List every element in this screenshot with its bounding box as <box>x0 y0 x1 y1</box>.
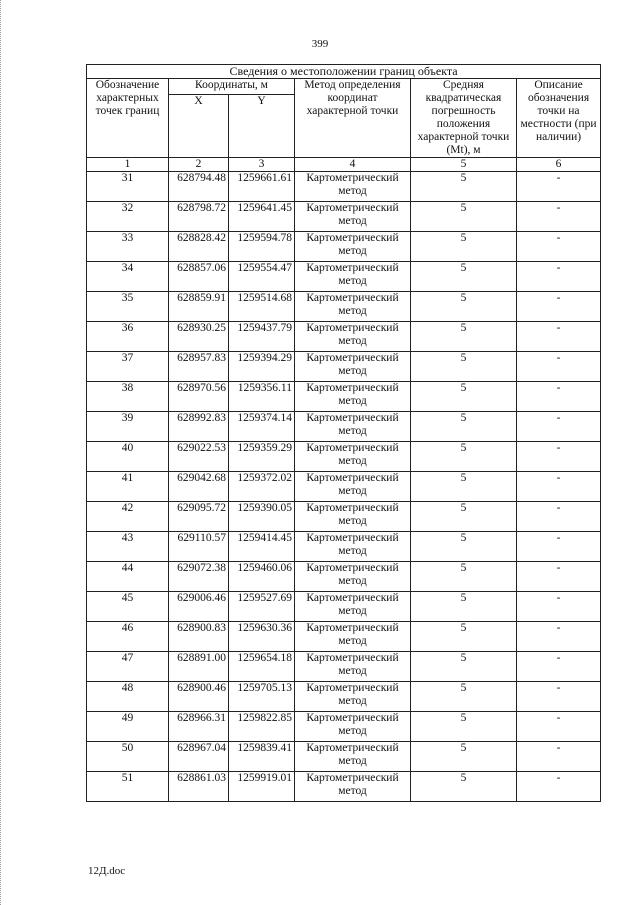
coord-x-cell: 628970.56 <box>169 382 229 412</box>
method-cell: Картометрический метод <box>295 262 411 292</box>
table-row <box>87 562 601 592</box>
method-cell: Картометрический метод <box>295 412 411 442</box>
method-cell: Картометрический метод <box>295 592 411 622</box>
accuracy-cell: 5 <box>411 592 517 622</box>
coord-y-cell: 1259437.79 <box>229 322 295 352</box>
accuracy-cell: 5 <box>411 352 517 382</box>
description-cell: - <box>517 742 601 772</box>
column-index-row <box>87 158 601 172</box>
accuracy-cell: 5 <box>411 622 517 652</box>
coord-x-cell: 628794.48 <box>169 172 229 202</box>
coord-x-cell: 628900.83 <box>169 622 229 652</box>
table-body <box>87 172 601 802</box>
coord-x-cell: 628891.00 <box>169 652 229 682</box>
column-index-cell: 4 <box>295 158 411 172</box>
footer-filename: 12Д.doc <box>88 865 126 877</box>
accuracy-cell: 5 <box>411 742 517 772</box>
description-cell: - <box>517 292 601 322</box>
point-number-cell: 41 <box>87 472 169 502</box>
table-row <box>87 742 601 772</box>
coord-x-cell: 628828.42 <box>169 232 229 262</box>
coord-x-cell: 628861.03 <box>169 772 229 802</box>
coord-x-cell: 628930.25 <box>169 322 229 352</box>
table-row <box>87 622 601 652</box>
point-number-cell: 44 <box>87 562 169 592</box>
coord-x-cell: 629042.68 <box>169 472 229 502</box>
column-index-cell: 6 <box>517 158 601 172</box>
table-row <box>87 352 601 382</box>
coord-y-cell: 1259594.78 <box>229 232 295 262</box>
table-row <box>87 292 601 322</box>
header-y: Y <box>229 94 295 157</box>
point-number-cell: 43 <box>87 532 169 562</box>
accuracy-cell: 5 <box>411 682 517 712</box>
table-row <box>87 322 601 352</box>
coord-y-cell: 1259641.45 <box>229 202 295 232</box>
coord-x-cell: 628857.06 <box>169 262 229 292</box>
description-cell: - <box>517 502 601 532</box>
method-cell: Картометрический метод <box>295 382 411 412</box>
header-coordinates: Координаты, м <box>169 79 295 95</box>
coord-y-cell: 1259527.69 <box>229 592 295 622</box>
coord-x-cell: 629110.57 <box>169 532 229 562</box>
coord-y-cell: 1259919.01 <box>229 772 295 802</box>
description-cell: - <box>517 472 601 502</box>
table-row <box>87 712 601 742</box>
coord-y-cell: 1259554.47 <box>229 262 295 292</box>
coord-y-cell: 1259372.02 <box>229 472 295 502</box>
method-cell: Картометрический метод <box>295 532 411 562</box>
description-cell: - <box>517 412 601 442</box>
description-cell: - <box>517 622 601 652</box>
coord-x-cell: 629022.53 <box>169 442 229 472</box>
table-row <box>87 652 601 682</box>
table-row <box>87 262 601 292</box>
table-row <box>87 202 601 232</box>
coord-x-cell: 629072.38 <box>169 562 229 592</box>
coord-y-cell: 1259460.06 <box>229 562 295 592</box>
accuracy-cell: 5 <box>411 652 517 682</box>
accuracy-cell: 5 <box>411 562 517 592</box>
method-cell: Картометрический метод <box>295 562 411 592</box>
coord-y-cell: 1259359.29 <box>229 442 295 472</box>
method-cell: Картометрический метод <box>295 202 411 232</box>
accuracy-cell: 5 <box>411 442 517 472</box>
header-point-designation: Обозначение характерных точек границ <box>87 79 169 158</box>
method-cell: Картометрический метод <box>295 682 411 712</box>
point-number-cell: 32 <box>87 202 169 232</box>
point-number-cell: 36 <box>87 322 169 352</box>
coord-y-cell: 1259839.41 <box>229 742 295 772</box>
coord-y-cell: 1259390.05 <box>229 502 295 532</box>
accuracy-cell: 5 <box>411 322 517 352</box>
boundary-coordinates-table <box>86 64 601 802</box>
point-number-cell: 51 <box>87 772 169 802</box>
description-cell: - <box>517 322 601 352</box>
point-number-cell: 49 <box>87 712 169 742</box>
table-row <box>87 772 601 802</box>
coord-y-cell: 1259705.13 <box>229 682 295 712</box>
header-x: X <box>169 94 229 157</box>
description-cell: - <box>517 262 601 292</box>
accuracy-cell: 5 <box>411 202 517 232</box>
coord-y-cell: 1259822.85 <box>229 712 295 742</box>
point-number-cell: 46 <box>87 622 169 652</box>
coord-x-cell: 628900.46 <box>169 682 229 712</box>
point-number-cell: 38 <box>87 382 169 412</box>
coord-x-cell: 628859.91 <box>169 292 229 322</box>
column-index-cell: 2 <box>169 158 229 172</box>
coord-x-cell: 629095.72 <box>169 502 229 532</box>
table-row <box>87 472 601 502</box>
coord-y-cell: 1259514.68 <box>229 292 295 322</box>
column-index-cell: 3 <box>229 158 295 172</box>
coord-y-cell: 1259356.11 <box>229 382 295 412</box>
point-number-cell: 48 <box>87 682 169 712</box>
coord-x-cell: 628957.83 <box>169 352 229 382</box>
coord-y-cell: 1259630.36 <box>229 622 295 652</box>
column-index-cell: 5 <box>411 158 517 172</box>
accuracy-cell: 5 <box>411 532 517 562</box>
table-title: Сведения о местоположении границ объекта <box>87 65 601 79</box>
method-cell: Картометрический метод <box>295 712 411 742</box>
accuracy-cell: 5 <box>411 232 517 262</box>
table-row <box>87 532 601 562</box>
description-cell: - <box>517 352 601 382</box>
description-cell: - <box>517 562 601 592</box>
coord-y-cell: 1259394.29 <box>229 352 295 382</box>
description-cell: - <box>517 592 601 622</box>
description-cell: - <box>517 202 601 232</box>
table-row <box>87 682 601 712</box>
point-number-cell: 39 <box>87 412 169 442</box>
point-number-cell: 42 <box>87 502 169 532</box>
coord-y-cell: 1259661.61 <box>229 172 295 202</box>
page-number: 399 <box>311 38 329 50</box>
table-row <box>87 442 601 472</box>
table-row <box>87 592 601 622</box>
table-row <box>87 502 601 532</box>
method-cell: Картометрический метод <box>295 472 411 502</box>
table-row <box>87 172 601 202</box>
header-method: Метод определения координат характерной точки <box>295 79 411 158</box>
coord-x-cell: 629006.46 <box>169 592 229 622</box>
method-cell: Картометрический метод <box>295 442 411 472</box>
method-cell: Картометрический метод <box>295 172 411 202</box>
method-cell: Картометрический метод <box>295 622 411 652</box>
table-row <box>87 382 601 412</box>
method-cell: Картометрический метод <box>295 322 411 352</box>
method-cell: Картометрический метод <box>295 772 411 802</box>
coord-x-cell: 628966.31 <box>169 712 229 742</box>
accuracy-cell: 5 <box>411 772 517 802</box>
description-cell: - <box>517 532 601 562</box>
point-number-cell: 35 <box>87 292 169 322</box>
column-index-cell: 1 <box>87 158 169 172</box>
method-cell: Картометрический метод <box>295 502 411 532</box>
coord-x-cell: 628992.83 <box>169 412 229 442</box>
header-description: Описание обозначения точки на местности (при наличии) <box>517 79 601 158</box>
point-number-cell: 40 <box>87 442 169 472</box>
table-row <box>87 232 601 262</box>
description-cell: - <box>517 232 601 262</box>
accuracy-cell: 5 <box>411 412 517 442</box>
point-number-cell: 37 <box>87 352 169 382</box>
coord-y-cell: 1259654.18 <box>229 652 295 682</box>
point-number-cell: 34 <box>87 262 169 292</box>
description-cell: - <box>517 682 601 712</box>
coord-x-cell: 628967.04 <box>169 742 229 772</box>
description-cell: - <box>517 442 601 472</box>
page-left-edge <box>0 0 2 905</box>
description-cell: - <box>517 712 601 742</box>
description-cell: - <box>517 382 601 412</box>
accuracy-cell: 5 <box>411 172 517 202</box>
accuracy-cell: 5 <box>411 292 517 322</box>
method-cell: Картометрический метод <box>295 232 411 262</box>
accuracy-cell: 5 <box>411 502 517 532</box>
accuracy-cell: 5 <box>411 712 517 742</box>
point-number-cell: 50 <box>87 742 169 772</box>
method-cell: Картометрический метод <box>295 742 411 772</box>
accuracy-cell: 5 <box>411 382 517 412</box>
table-row <box>87 412 601 442</box>
method-cell: Картометрический метод <box>295 292 411 322</box>
method-cell: Картометрический метод <box>295 652 411 682</box>
point-number-cell: 45 <box>87 592 169 622</box>
method-cell: Картометрический метод <box>295 352 411 382</box>
accuracy-cell: 5 <box>411 472 517 502</box>
description-cell: - <box>517 652 601 682</box>
point-number-cell: 31 <box>87 172 169 202</box>
point-number-cell: 47 <box>87 652 169 682</box>
coord-y-cell: 1259374.14 <box>229 412 295 442</box>
description-cell: - <box>517 772 601 802</box>
coord-x-cell: 628798.72 <box>169 202 229 232</box>
description-cell: - <box>517 172 601 202</box>
coord-y-cell: 1259414.45 <box>229 532 295 562</box>
header-accuracy: Средняя квадратическая погрешность положения характерной точки (Mt), м <box>411 79 517 158</box>
point-number-cell: 33 <box>87 232 169 262</box>
accuracy-cell: 5 <box>411 262 517 292</box>
